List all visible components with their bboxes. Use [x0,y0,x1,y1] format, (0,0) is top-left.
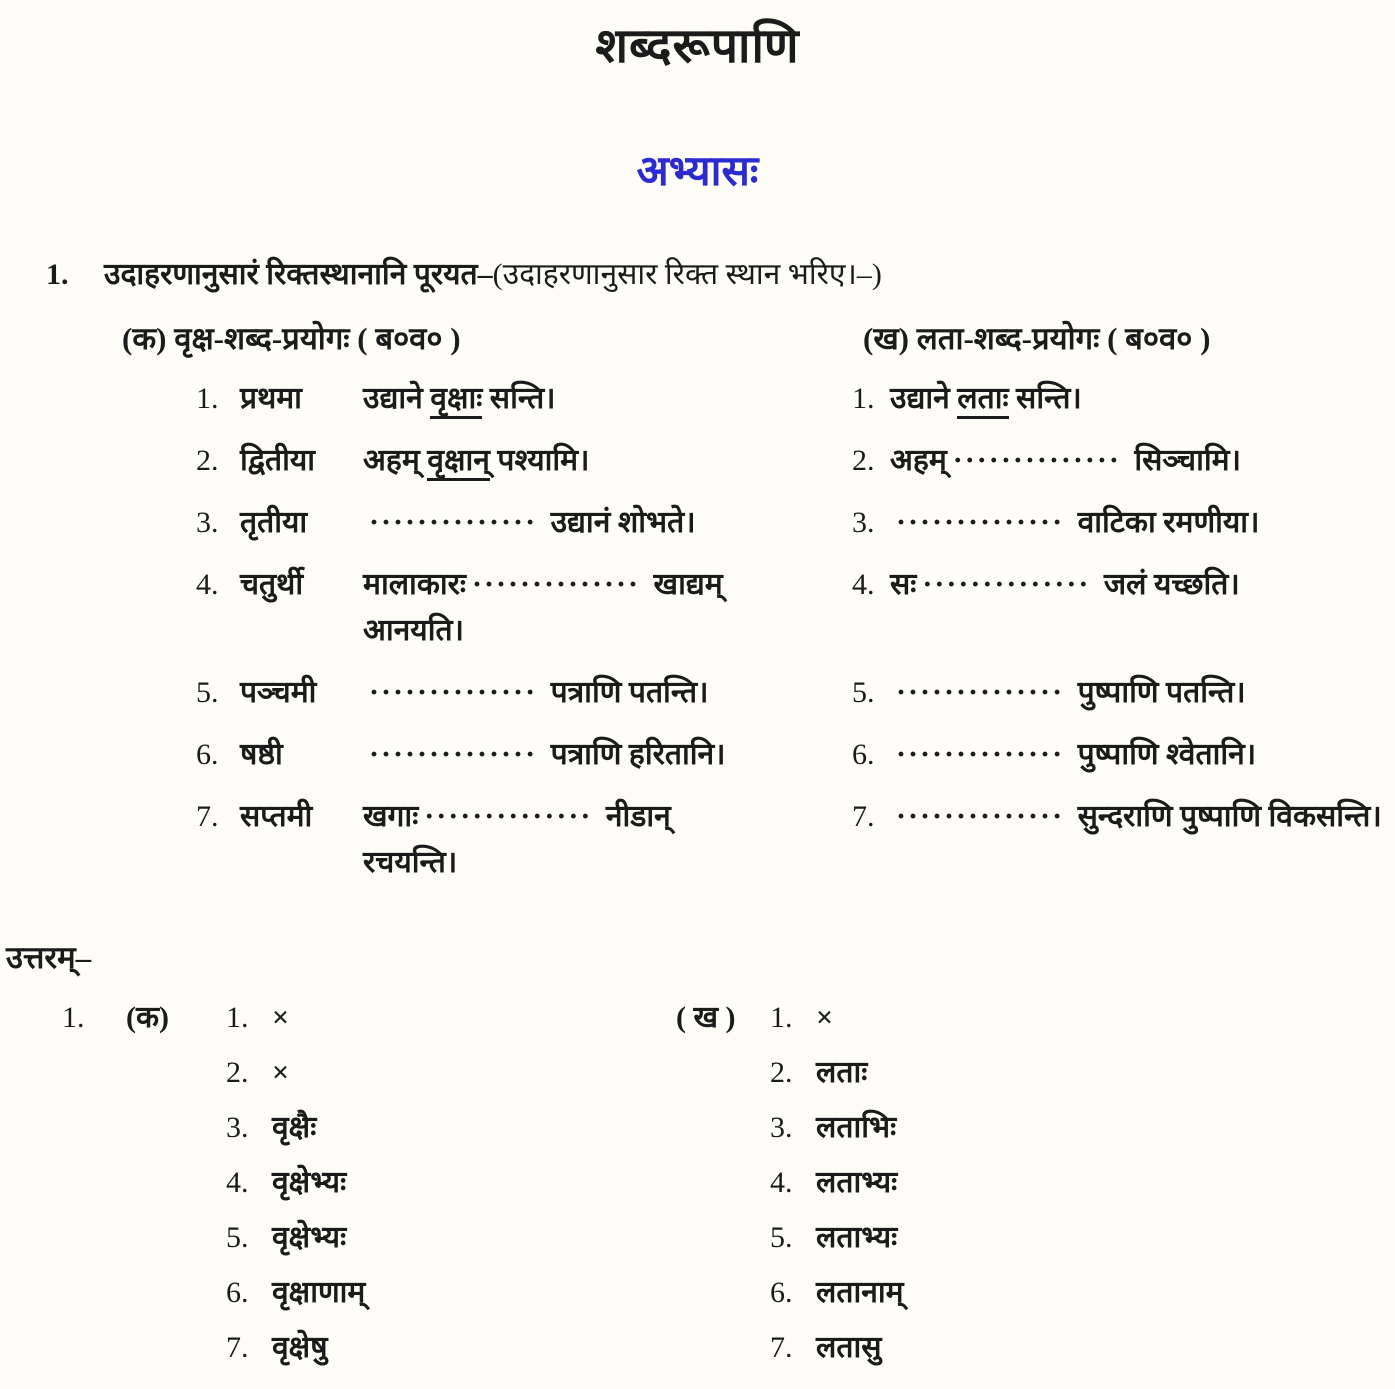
page-title: शब्दरूपाणि [595,20,800,73]
sentence [890,670,1395,716]
exercise-row-ka-2 [0,438,820,500]
answer-number: 2. [226,1056,249,1089]
sentence-part: पत्राणि हरितानि। [543,738,726,771]
sentence-part: सन्ति। [482,382,556,415]
row-number: 1. [852,382,875,415]
answer-number: 5. [226,1221,249,1254]
sentence-part: पत्राणि पतन्ति। [543,676,709,709]
answer-text: लतासु [816,1331,882,1364]
sentence-part: उद्याने [363,382,431,415]
blank-dots: ·············· [896,738,1065,771]
answer-text: वृक्षेभ्यः [272,1221,347,1254]
question-text-sanskrit: उदाहरणानुसारं रिक्तस्थानानि पूरयत– [104,258,493,291]
answer-row-ka-6 [0,1273,648,1328]
row-number: 3. [852,506,875,539]
answer-outer-number: 1. [62,1001,85,1034]
answer-row-kha-3 [648,1108,1395,1163]
answers-heading: उत्तरम्– [6,940,92,975]
blank-dots: ·············· [369,506,538,539]
answer-text: लताभ्यः [816,1221,898,1254]
sentence-part: सिञ्चामि। [1126,444,1241,477]
case-name: तृतीया [240,506,308,539]
sentence-part: मालाकारः [363,568,466,601]
answer-text: वृक्षेभ्यः [272,1166,347,1199]
row-number: 7. [196,800,219,833]
answer-row-kha-6 [648,1273,1395,1328]
exercise-row-ka-6 [0,732,820,794]
answer-number: 3. [770,1111,793,1144]
answer-row-ka-7 [0,1328,648,1383]
answer-text: लताभिः [816,1111,897,1144]
sentence [890,376,1395,422]
sentence [890,732,1395,778]
case-name: षष्ठी [240,738,283,771]
blank-dots: ·············· [369,738,538,771]
sentence [890,500,1395,546]
section-heading-abhyas: अभ्यासः [636,149,759,195]
answer-row-ka-3 [0,1108,648,1163]
blank-dots: ·············· [424,800,593,833]
sentence-part: पुष्पाणि पतन्ति। [1070,676,1246,709]
sentence-part: पुष्पाणि श्वेतानि। [1070,738,1257,771]
sentence-continuation: रचयन्ति। [363,846,458,879]
row-number: 3. [196,506,219,539]
sentence-part: पश्यामि। [489,444,590,477]
sentence-part: खाद्यम् [646,568,723,601]
exercise-row-ka-1 [0,376,820,438]
answer-text: वृक्षाणाम् [272,1276,366,1309]
answer-ka-label: (क) [126,1001,170,1034]
answer-text: × [272,1056,290,1089]
answer-row-ka-5 [0,1218,648,1273]
exercise-row-kha-2 [820,438,1395,500]
row-number: 6. [852,738,875,771]
exercise-row-kha-6 [820,732,1395,794]
sentence [890,794,1395,840]
row-number: 1. [196,382,219,415]
sentence-continuation: आनयति। [363,614,464,647]
exercise-row-kha-4 [820,562,1395,670]
sentence-part: वाटिका रमणीया। [1070,506,1260,539]
exercise-row-ka-3 [0,500,820,562]
answer-number: 5. [770,1221,793,1254]
exercise-row-kha-3 [820,500,1395,562]
underlined-word: वृक्षान् [427,444,490,481]
answer-kha-label: ( ख ) [676,1001,736,1034]
answer-row-kha-5 [648,1218,1395,1273]
exercise-row-ka-4 [0,562,820,670]
question-instruction [0,252,1395,298]
answer-row-kha-7 [648,1328,1395,1383]
answer-number: 6. [770,1276,793,1309]
sentence-part: खगाः [363,800,419,833]
sentence-part: नीडान् [598,800,671,833]
row-number: 5. [852,676,875,709]
answer-number: 3. [226,1111,249,1144]
blank-dots: ·············· [471,568,641,601]
answer-number: 1. [770,1001,793,1034]
question-text-hindi: (उदाहरणानुसार रिक्त स्थान भरिए।–) [492,258,882,291]
answer-number: 4. [770,1166,793,1199]
answers-table [0,998,1395,1383]
sentence [363,732,820,778]
answer-number: 1. [226,1001,249,1034]
case-name: सप्तमी [240,800,313,833]
underlined-word: वृक्षाः [430,382,482,419]
answer-row-ka-2 [0,1053,648,1108]
sentence-part: सन्ति। [1008,382,1082,415]
answer-text: × [816,1001,834,1034]
sentence-part: सः [890,568,917,601]
blank-dots: ·············· [896,506,1065,539]
sentence [363,438,820,484]
answer-text: लतानाम् [816,1276,904,1309]
row-number: 5. [196,676,219,709]
blank-dots: ·············· [369,676,538,709]
sentence [890,438,1395,484]
underlined-word: लताः [957,382,1008,419]
answer-number: 4. [226,1166,249,1199]
row-number: 2. [196,444,219,477]
blank-dots: ·············· [896,800,1065,833]
row-number: 2. [852,444,875,477]
answer-row-kha-4 [648,1163,1395,1218]
sentence [363,376,820,422]
answer-text: वृक्षैः [272,1111,317,1144]
answer-number: 7. [226,1331,249,1364]
blank-dots: ·············· [922,568,1091,601]
answer-text: लताः [816,1056,868,1089]
sentence-part: उद्याने [890,382,958,415]
exercise-row-ka-5 [0,670,820,732]
exercise-row-ka-7 [0,794,820,902]
column-ka-header: (क) वृक्ष-शब्द-प्रयोगः ( ब०व० ) [122,321,461,356]
sentence-part: सुन्दराणि पुष्पाणि विकसन्ति। [1070,800,1382,833]
answer-number: 6. [226,1276,249,1309]
answer-number: 7. [770,1331,793,1364]
answer-text: लताभ्यः [816,1166,898,1199]
sentence [890,562,1395,608]
sentence [363,500,820,546]
column-kha-header: (ख) लता-शब्द-प्रयोगः ( ब०व० ) [863,321,1211,356]
blank-dots: ·············· [952,444,1121,477]
sentence [363,562,820,654]
case-name: द्वितीया [240,444,316,477]
row-number: 6. [196,738,219,771]
answer-text: वृक्षेषु [272,1331,328,1364]
answer-text: × [272,1001,290,1034]
exercise-table [0,316,1395,902]
question-number: 1. [46,258,69,291]
exercise-row-kha-1 [820,376,1395,438]
sentence [363,670,820,716]
row-number: 4. [852,568,875,601]
sentence-part: अहम् [363,444,428,477]
blank-dots: ·············· [896,676,1065,709]
row-number: 4. [196,568,219,601]
answer-row-kha-1 [648,998,1395,1053]
exercise-row-kha-5 [820,670,1395,732]
sentence [363,794,820,886]
answer-row-ka-4 [0,1163,648,1218]
sentence-part: अहम् [890,444,947,477]
row-number: 7. [852,800,875,833]
case-name: चतुर्थी [240,568,304,601]
question-text [104,252,882,298]
case-name: पञ्चमी [240,676,317,709]
answer-row-kha-2 [648,1053,1395,1108]
exercise-row-kha-7 [820,794,1395,902]
case-name: प्रथमा [240,382,302,415]
answer-number: 2. [770,1056,793,1089]
answer-row-ka-1 [0,998,648,1053]
sentence-part: जलं यच्छति। [1096,568,1240,601]
sentence-part: उद्यानं शोभते। [543,506,696,539]
